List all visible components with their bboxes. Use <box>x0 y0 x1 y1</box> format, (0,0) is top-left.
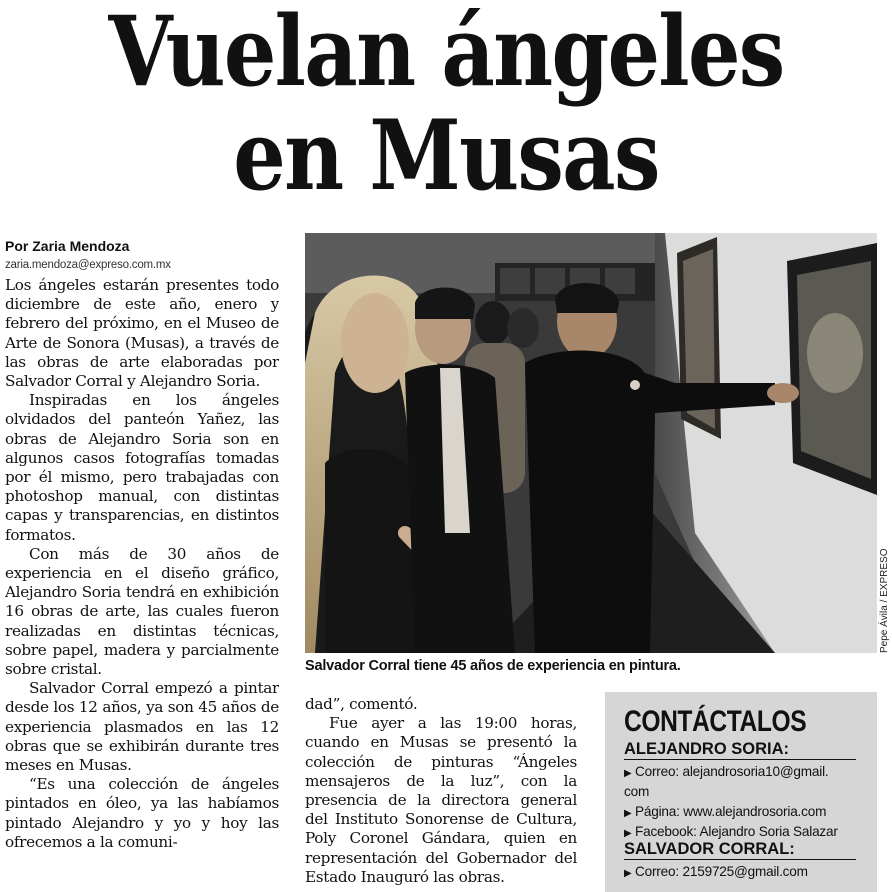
bullet-icon: ▶ <box>624 808 632 819</box>
paragraph: Fue ayer a las 19:00 horas, cuando en Musas se presentó la colección de pinturas “Ángeles mensajeros de la luz”, con la presencia de la directora general del Instituto Sonorense de Cultura, Poly Coronel Gándara, quien en representación del Gobernador del Estado Inauguró las obras. <box>305 714 577 886</box>
contact-name-soria: ALEJANDRO SORIA: <box>624 740 856 760</box>
paragraph: Inspiradas en los ángeles olvidados del panteón Yañez, las obras de Alejandro Soria son en algunos casos fotografías tomadas por él mismo, pero trabajadas con photoshop manual, con distintas capas y transparencias, en distintos formatos. <box>5 391 279 544</box>
paragraph: “Es una colección de ángeles pintados en óleo, ya las habíamos pintado Alejandro y yo y hoy las ofrecemos a la comuni- <box>5 775 279 851</box>
paragraph: dad”, comentó. <box>305 695 418 713</box>
contact-soria-email[interactable] <box>624 762 864 784</box>
byline: Por Zaria Mendoza <box>5 238 130 254</box>
bullet-icon: ▶ <box>624 828 632 839</box>
photo-caption: Salvador Corral tiene 45 años de experiencia en pintura. <box>305 658 681 674</box>
contact-name-corral: SALVADOR CORRAL: <box>624 840 856 860</box>
paragraph: Con más de 30 años de experiencia en el diseño gráfico, Alejandro Soria tendrá en exhibición 16 obras de arte, las cuales fueron realizadas en distintas técnicas, sobre papel, madera y parcialmente sobre cristal. <box>5 544 279 679</box>
headline <box>62 0 829 212</box>
bullet-icon: ▶ <box>624 768 632 779</box>
headline-line-2: en Musas <box>233 99 659 212</box>
article-photo <box>305 233 877 653</box>
article-column-2 <box>305 695 577 892</box>
article-column-1 <box>5 276 279 892</box>
contact-box-title: CONTÁCTALOS <box>624 705 807 738</box>
bullet-icon: ▶ <box>624 868 632 879</box>
contact-soria-page-text: Página: www.alejandrosoria.com <box>635 804 827 819</box>
contact-corral-email[interactable] <box>624 862 864 884</box>
contact-corral-email-text: Correo: 2159725@gmail.com <box>635 864 808 879</box>
contact-soria-email-text: Correo: alejandrosoria10@gmail. <box>635 764 829 779</box>
contact-soria-facebook-text: Facebook: Alejandro Soria Salazar <box>635 824 838 839</box>
photo-credit-text: Pepe Ávila / EXPRESO <box>879 548 890 653</box>
contact-soria-page[interactable] <box>624 802 864 824</box>
author-email[interactable]: zaria.mendoza@expreso.com.mx <box>5 259 171 271</box>
headline-line-1: Vuelan ángeles <box>108 0 784 108</box>
paragraph: Salvador Corral empezó a pintar desde los 12 años, ya son 45 años de experiencia plasmados en las 12 obras que se exhibirán durante tres meses en Musas. <box>5 679 279 775</box>
contact-box <box>605 692 877 892</box>
contact-soria-email-cont: com <box>624 784 650 799</box>
paragraph: Los ángeles estarán presentes todo diciembre de este año, enero y febrero del próximo, en el Museo de Arte de Sonora (Musas), a través de las obras de arte elaboradas por Salvador Corral y Alejandro Soria. <box>5 276 279 391</box>
